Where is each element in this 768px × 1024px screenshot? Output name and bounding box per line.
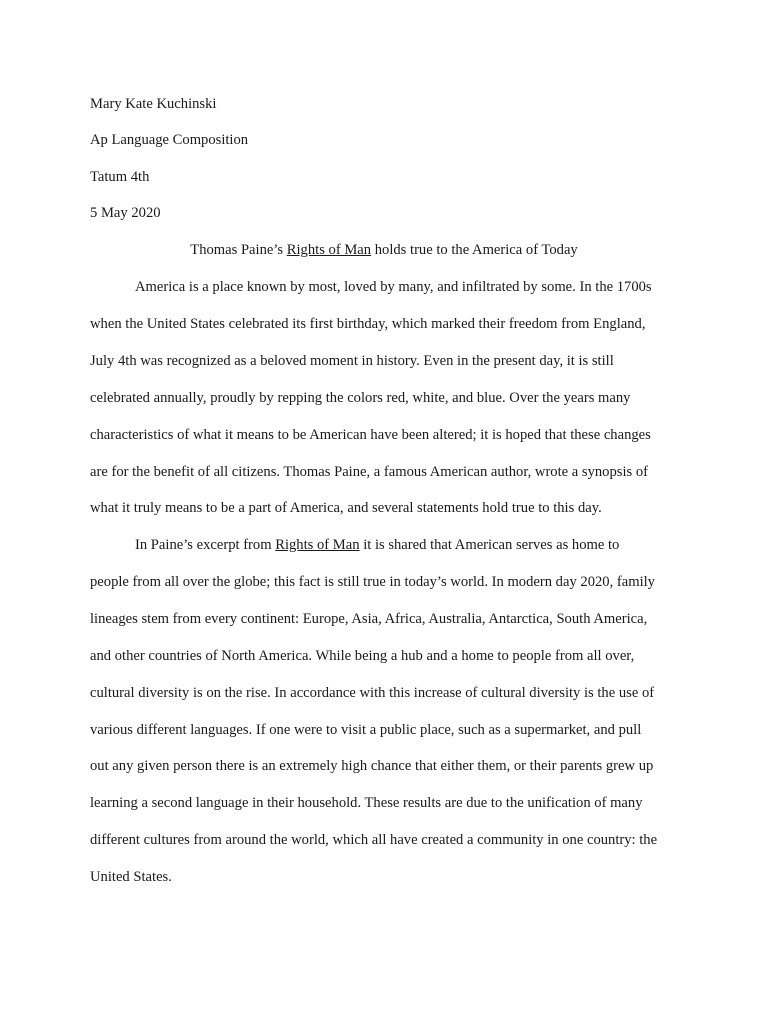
paragraph-line: celebrated annually, proudly by repping the colors red, white, and blue. Over the years many (90, 390, 631, 406)
paragraph-line: lineages stem from every continent: Europe, Asia, Africa, Australia, Antarctica, South America, (90, 611, 648, 627)
paragraph-line: various different languages. If one were to visit a public place, such as a supermarket, and pull (90, 722, 642, 738)
paragraph-line: America is a place known by most, loved by many, and infiltrated by some. In the 1700s (135, 279, 652, 295)
paragraph-line: learning a second language in their household. These results are due to the unification of many (90, 795, 643, 811)
paragraph-line: when the United States celebrated its first birthday, which marked their freedom from England, (90, 316, 646, 332)
paragraph-line: cultural diversity is on the rise. In accordance with this increase of cultural diversity is the use of (90, 685, 655, 701)
work-title: Rights of Man (275, 537, 360, 553)
paragraph-line: are for the benefit of all citizens. Thomas Paine, a famous American author, wrote a synopsis of (90, 464, 648, 480)
title-suffix: holds true to the America of Today (371, 242, 578, 258)
course-name: Ap Language Composition (90, 132, 249, 148)
paragraph-text: it is shared that American serves as home to (359, 537, 620, 553)
paragraph-line: United States. (90, 869, 172, 885)
title-work: Rights of Man (286, 242, 372, 258)
paragraph-line: and other countries of North America. While being a hub and a home to people from all over, (90, 648, 635, 664)
paragraph-line: people from all over the globe; this fact is still true in today’s world. In modern day 2020, family (90, 574, 655, 590)
paragraph-line: characteristics of what it means to be American have been altered; it is hoped that these changes (90, 427, 651, 443)
paragraph-line: what it truly means to be a part of America, and several statements hold true to this day. (90, 500, 602, 516)
paragraph-line: out any given person there is an extremely high chance that either them, or their parents grew up (90, 758, 654, 774)
teacher-period: Tatum 4th (90, 169, 150, 185)
paragraph-first-line (135, 536, 619, 554)
essay-date: 5 May 2020 (90, 205, 161, 221)
paragraph-line: different cultures from around the world, which all have created a community in one country: the (90, 832, 658, 848)
essay-title (0, 241, 768, 259)
title-prefix: Thomas Paine’s (190, 242, 287, 258)
paragraph-text: In Paine’s excerpt from (135, 537, 276, 553)
paragraph-line: July 4th was recognized as a beloved moment in history. Even in the present day, it is still (90, 353, 614, 369)
author-name: Mary Kate Kuchinski (90, 96, 217, 112)
